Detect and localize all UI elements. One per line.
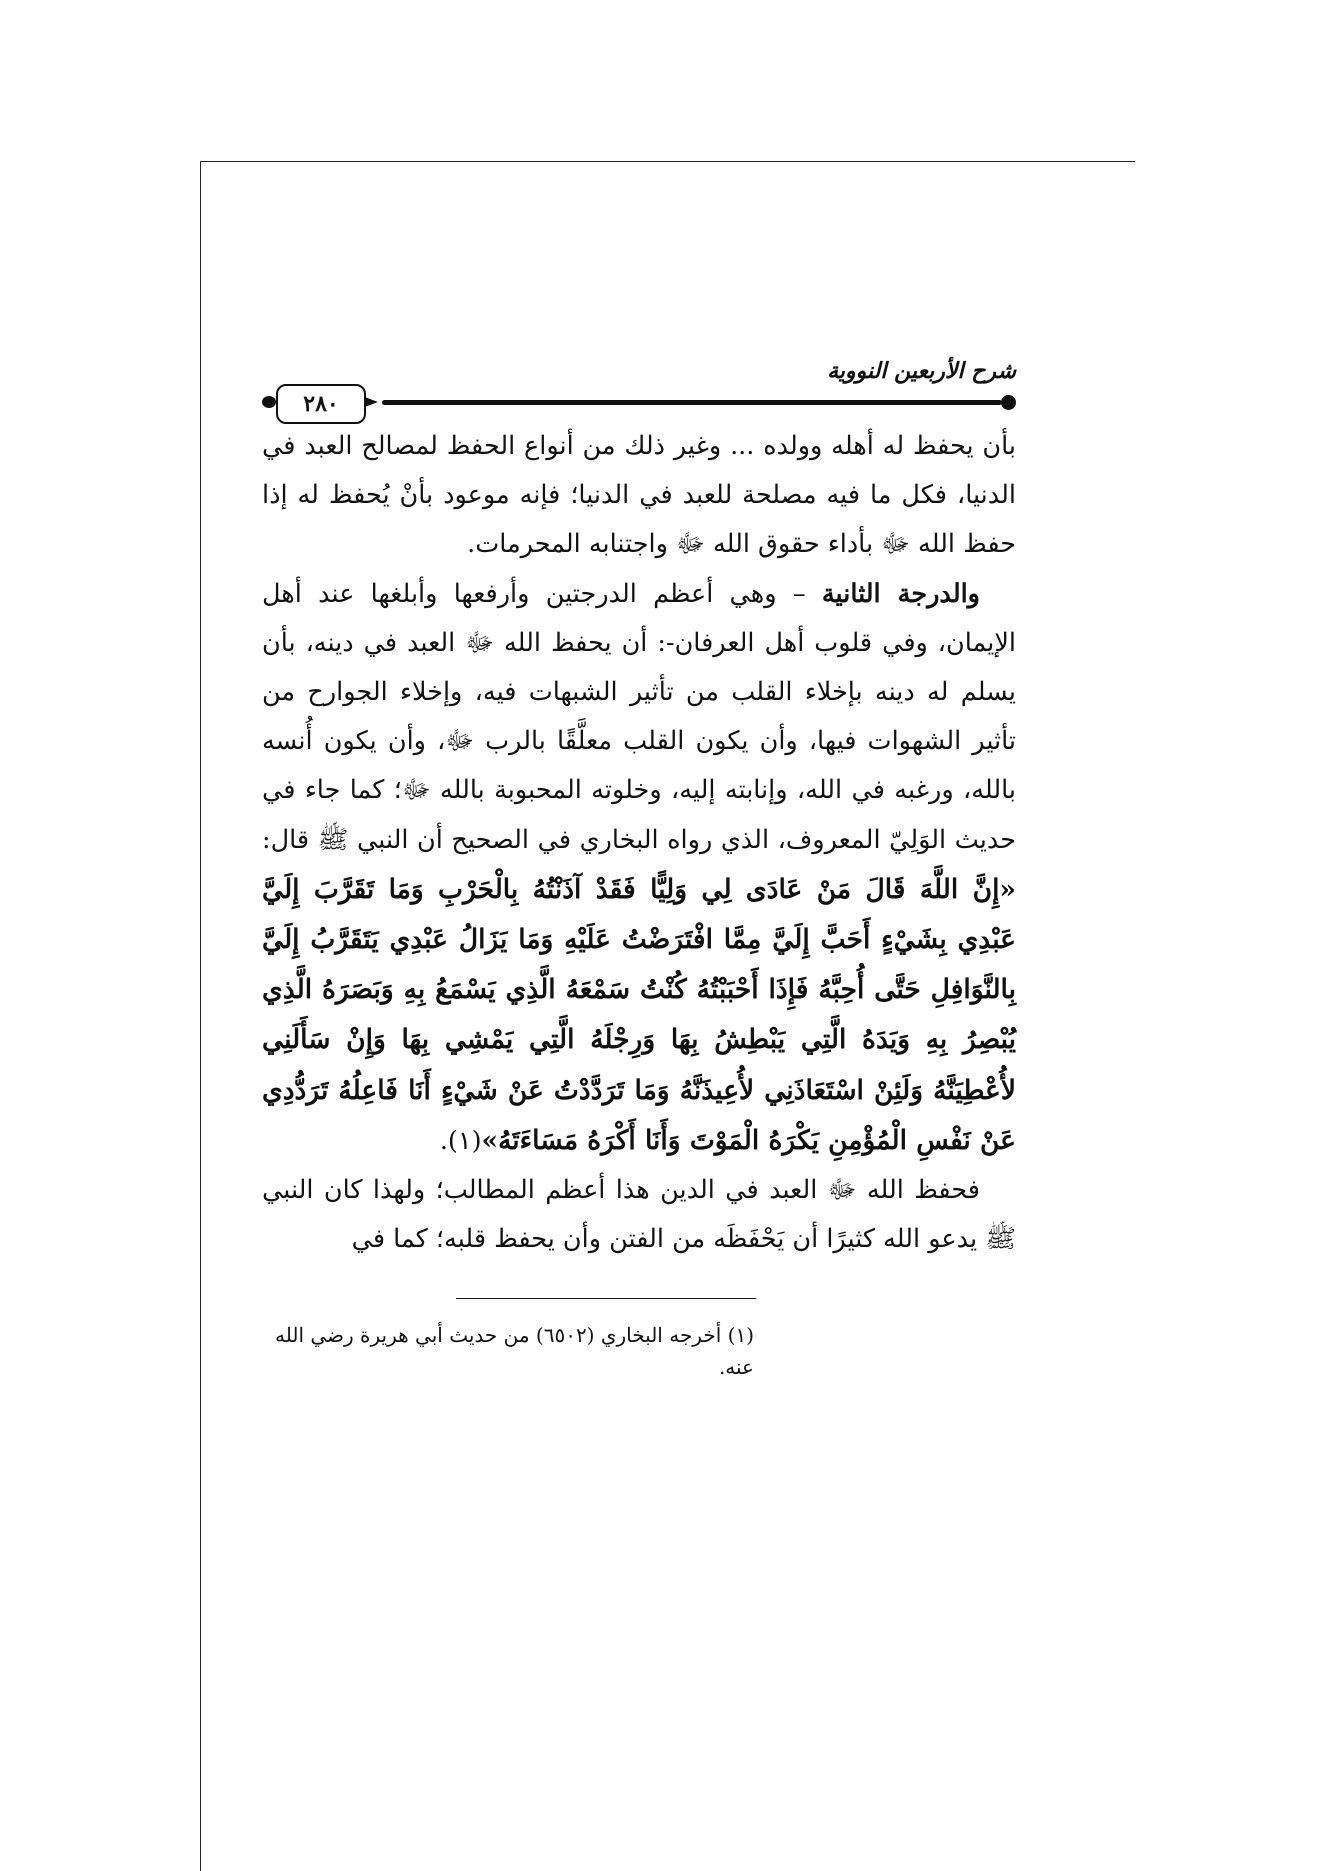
crop-mark-left xyxy=(200,161,201,1871)
paragraph-2-text: – وهي أعظم الدرجتين وأرفعها وأبلغها عند أهل الإيمان، وفي قلوب أهل العرفان-: أن يحفظ الله ﷻ العبد في دينه، بأن يسلم له دينه بإخلاء القلب من تأثير الشبهات فيه، وإخلاء الجوارح من تأثير الشهوات فيها، وأن يكون القلب معلَّقًا بالرب ﷻ، وأن يكون أُنسه بالله، ورغبه في الله، وإنابته إليه، وخلوته المحبوبة بالله ﷻ؛ كما جاء في حديث الوَلِيّ المعروف، الذي رواه البخاري في الصحيح أن النبي ﷺ قال: xyxy=(262,578,1016,855)
hadith-quote: «إِنَّ اللَّهَ قَالَ مَنْ عَادَى لِي وَلِيًّا فَقَدْ آذَنْتُهُ بِالْحَرْبِ وَمَا تَقَرَّبَ إِلَيَّ عَبْدِي بِشَيْءٍ أَحَبَّ إِلَيَّ مِمَّا افْتَرَضْتُ عَلَيْهِ وَمَا يَزَالُ عَبْدِي يَتَقَرَّبُ إِلَيَّ بِالنَّوَافِلِ حَتَّى أُحِبَّهُ فَإِذَا أَحْبَبْتُهُ كُنْتُ سَمْعَهُ الَّذِي يَسْمَعُ بِهِ وَبَصَرَهُ الَّذِي يُبْصِرُ بِهِ وَيَدَهُ الَّتِي يَبْطِشُ بِهَا وَرِجْلَهُ الَّتِي يَمْشِي بِهَا وَإِنْ سَأَلَنِي لأُعْطِيَنَّهُ وَلَئِنْ اسْتَعَاذَنِي لأُعِيذَنَّهُ وَمَا تَرَدَّدْتُ عَنْ شَيْءٍ أَنَا فَاعِلُهُ تَرَدُّدِي عَنْ نَفْسِ الْمُؤْمِنِ يَكْرَهُ الْمَوْتَ وَأَنَا أَكْرَهُ مَسَاءَتَهُ» xyxy=(262,873,1016,1156)
page-number: ٢٨٠ xyxy=(303,391,339,417)
crop-mark-top xyxy=(201,161,1135,162)
book-page xyxy=(262,350,1016,1383)
page-number-ornament-left xyxy=(262,396,276,408)
footnote: (١) أخرجه البخاري (٦٥٠٢) من حديث أبي هريرة رضي الله عنه. xyxy=(275,1323,754,1380)
header-rule xyxy=(382,400,1002,405)
running-title: شرح الأربعين النووية xyxy=(827,358,1016,384)
section-lead-heading: والدرجة الثانية xyxy=(821,578,980,609)
paragraph-3-text: فحفظ الله ﷻ العبد في الدين هذا أعظم المطالب؛ ولهذا كان النبي ﷺ يدعو الله كثيرًا أن يَحْفَظَه من الفتن وأن يحفظ قلبه؛ كما في xyxy=(262,1175,1016,1255)
footnote-separator xyxy=(456,1298,756,1299)
page-header xyxy=(262,350,1016,422)
paragraph-2 xyxy=(262,570,1016,1166)
paragraph-1-text: بأن يحفظ له أهله وولده ... وغير ذلك من أنواع الحفظ لمصالح العبد في الدنيا، فكل ما فيه مصلحة للعبد في الدنيا؛ فإنه موعود بأنْ يُحفظ له إذا حفظ الله ﷻ بأداء حقوق الله ﷻ واجتنابه المحرمات. xyxy=(262,431,1016,560)
paragraph-1 xyxy=(262,422,1016,570)
main-text xyxy=(262,422,1016,1264)
page-number-box xyxy=(276,384,366,424)
paragraph-3 xyxy=(262,1166,1016,1264)
header-ornament-dot xyxy=(1001,395,1016,410)
footnote-reference[interactable]: (١). xyxy=(439,1125,482,1156)
